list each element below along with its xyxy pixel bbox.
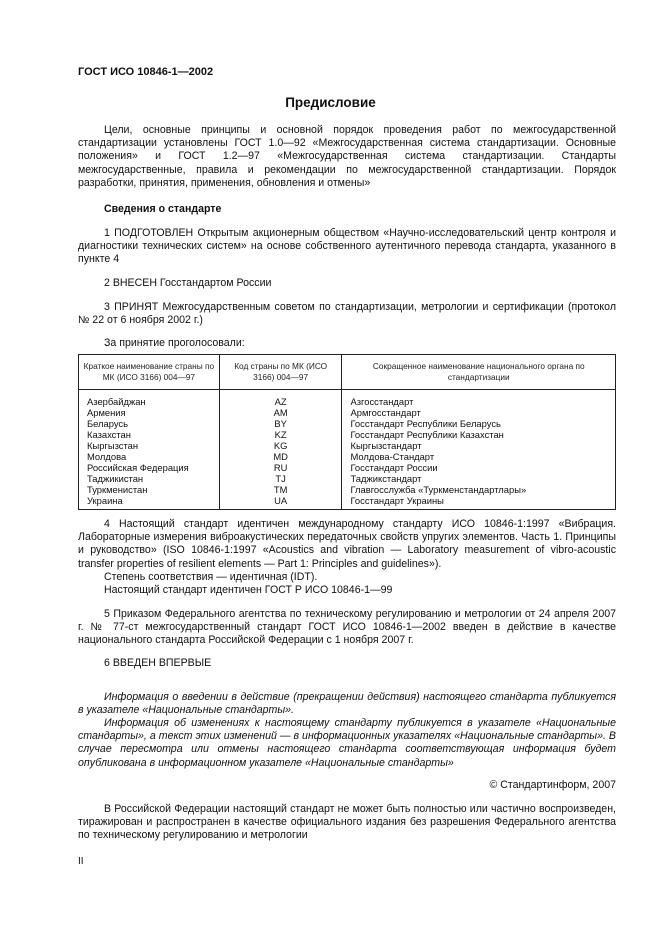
intro-text: Цели, основные принципы и основной порядок проведения работ по межгосударственной стандартизации установлены ГОСТ 1.0—92 «Межгосударственная система стандартизации. Основные положения» и ГОСТ 1.2—97 «Межгосударственная система стандартизации. Стандарты межгосударственные, правила и рекомендации по межгосударственной стандартизации. Порядок разработки, принятия, применения, обновления и отмены» xyxy=(78,124,616,189)
agency-cell: Армгосстандарт xyxy=(342,407,616,418)
table-row xyxy=(79,451,616,462)
item-4-degree-text: Степень соответствия — идентичная (IDT). xyxy=(104,571,318,583)
table-row xyxy=(79,440,616,451)
voted-label xyxy=(78,337,616,350)
code-cell: KG xyxy=(219,440,342,451)
item-5 xyxy=(78,608,616,648)
item-4-identical xyxy=(78,584,616,597)
agency-cell: Госстандарт Украины xyxy=(342,495,616,510)
reproduction-notice xyxy=(78,803,616,843)
info-changes-text: Информация об изменениях к настоящему стандарту публикуется в указателе «Национальные стандарты», а текст этих изменений — в информационных указателях «Национальные стандарты». В случае пересмотра или отмены настоящего стандарта соответствующая информация будет опубликована в информационном указателе «Национальные стандарты» xyxy=(78,717,616,769)
intro-paragraph xyxy=(78,124,616,190)
table-row xyxy=(79,462,616,473)
item-3-text: 3 ПРИНЯТ Межгосударственным советом по стандартизации, метрологии и сертификации (протокол № 22 от 6 ноября 2002 г.) xyxy=(78,301,616,327)
item-6-text: 6 ВВЕДЕН ВПЕРВЫЕ xyxy=(104,657,212,669)
code-cell: UA xyxy=(219,495,342,510)
country-cell: Кыргызстан xyxy=(79,440,220,451)
document-header: ГОСТ ИСО 10846-1—2002 xyxy=(78,66,214,78)
country-cell: Казахстан xyxy=(79,429,220,440)
agency-cell: Азгосстандарт xyxy=(342,390,616,408)
agency-cell: Таджикстандарт xyxy=(342,473,616,484)
country-cell: Азербайджан xyxy=(79,390,220,408)
item-5-text: 5 Приказом Федерального агентства по техническому регулированию и метрологии от 24 апреля 2007 г. № 77-ст межгосударственный стандарт ГОСТ ИСО 10846-1—2002 введен в действие в качестве национального стандарта Российской Федерации с 1 ноября 2007 г. xyxy=(78,608,616,647)
item-4-degree xyxy=(78,571,616,584)
code-cell: TJ xyxy=(219,473,342,484)
item-6 xyxy=(78,657,616,670)
item-4-text: 4 Настоящий стандарт идентичен международному стандарту ИСО 10846-1:1997 «Вибрация. Лабораторные измерения виброакустических передаточных свойств упругих элементов. Часть 1. Принципы и руководство» (ISO 10846-1:1997 «Acoustics and vibration — Laboratory measurement of vibro-acoustic transfer properties of resilient elements — Part 1: Principles and guidelines»). xyxy=(78,518,616,570)
code-cell: TM xyxy=(219,484,342,495)
page-title: Предисловие xyxy=(285,95,376,110)
item-4 xyxy=(78,518,616,571)
country-cell: Российская Федерация xyxy=(79,462,220,473)
item-1-text: 1 ПОДГОТОВЛЕН Открытым акционерным обществом «Научно-исследовательский центр контроля и диагностики технических систем» на основе собственного аутентичного перевода стандарта, указанного в пункте 4 xyxy=(78,227,616,266)
copyright: © Стандартинформ, 2007 xyxy=(489,779,616,791)
item-1 xyxy=(78,227,616,267)
item-3 xyxy=(78,301,616,327)
section-title xyxy=(78,203,616,216)
country-cell: Молдова xyxy=(79,451,220,462)
agency-cell: Главгосслужба «Туркменстандартлары» xyxy=(342,484,616,495)
section-title-text: Сведения о стандарте xyxy=(104,203,222,215)
country-cell: Беларусь xyxy=(79,418,220,429)
table-row xyxy=(79,495,616,510)
table-row xyxy=(79,390,616,408)
code-cell: KZ xyxy=(219,429,342,440)
info-changes xyxy=(78,717,616,770)
column-header-code: Код страны по МК (ИСО 3166) 004—97 xyxy=(219,355,342,390)
table-row xyxy=(79,473,616,484)
code-cell: AM xyxy=(219,407,342,418)
code-cell: AZ xyxy=(219,390,342,408)
agency-cell: Молдова-Стандарт xyxy=(342,451,616,462)
agency-cell: Кыргызстандарт xyxy=(342,440,616,451)
item-4-identical-text: Настоящий стандарт идентичен ГОСТ Р ИСО 10846-1—99 xyxy=(104,584,393,596)
agency-cell: Госстандарт России xyxy=(342,462,616,473)
agency-cell: Госстандарт Республики Казахстан xyxy=(342,429,616,440)
country-cell: Украина xyxy=(79,495,220,510)
voted-label-text: За принятие проголосовали: xyxy=(104,337,245,349)
column-header-agency: Сокращенное наименование национального органа по стандартизации xyxy=(342,355,616,390)
table-row xyxy=(79,418,616,429)
country-cell: Таджикистан xyxy=(79,473,220,484)
agency-cell: Госстандарт Республики Беларусь xyxy=(342,418,616,429)
column-header-country: Краткое наименование страны по МК (ИСО 3166) 004—97 xyxy=(79,355,220,390)
item-2 xyxy=(78,277,616,290)
info-intro xyxy=(78,691,616,717)
item-2-text: 2 ВНЕСЕН Госстандартом России xyxy=(104,277,272,289)
table-row xyxy=(79,429,616,440)
code-cell: RU xyxy=(219,462,342,473)
table-row xyxy=(79,407,616,418)
country-cell: Армения xyxy=(79,407,220,418)
page-number: II xyxy=(78,856,84,867)
country-cell: Туркменистан xyxy=(79,484,220,495)
table-row xyxy=(79,484,616,495)
code-cell: BY xyxy=(219,418,342,429)
table-header-row xyxy=(79,355,616,390)
code-cell: MD xyxy=(219,451,342,462)
info-intro-text: Информация о введении в действие (прекращении действия) настоящего стандарта публикуется в указателе «Национальные стандарты». xyxy=(78,691,616,717)
voting-table xyxy=(78,354,616,510)
reproduction-notice-text: В Российской Федерации настоящий стандарт не может быть полностью или частично воспроизведен, тиражирован и распространен в качестве официального издания без разрешения Федерального агентства по техническому регулированию и метрологии xyxy=(78,803,616,842)
